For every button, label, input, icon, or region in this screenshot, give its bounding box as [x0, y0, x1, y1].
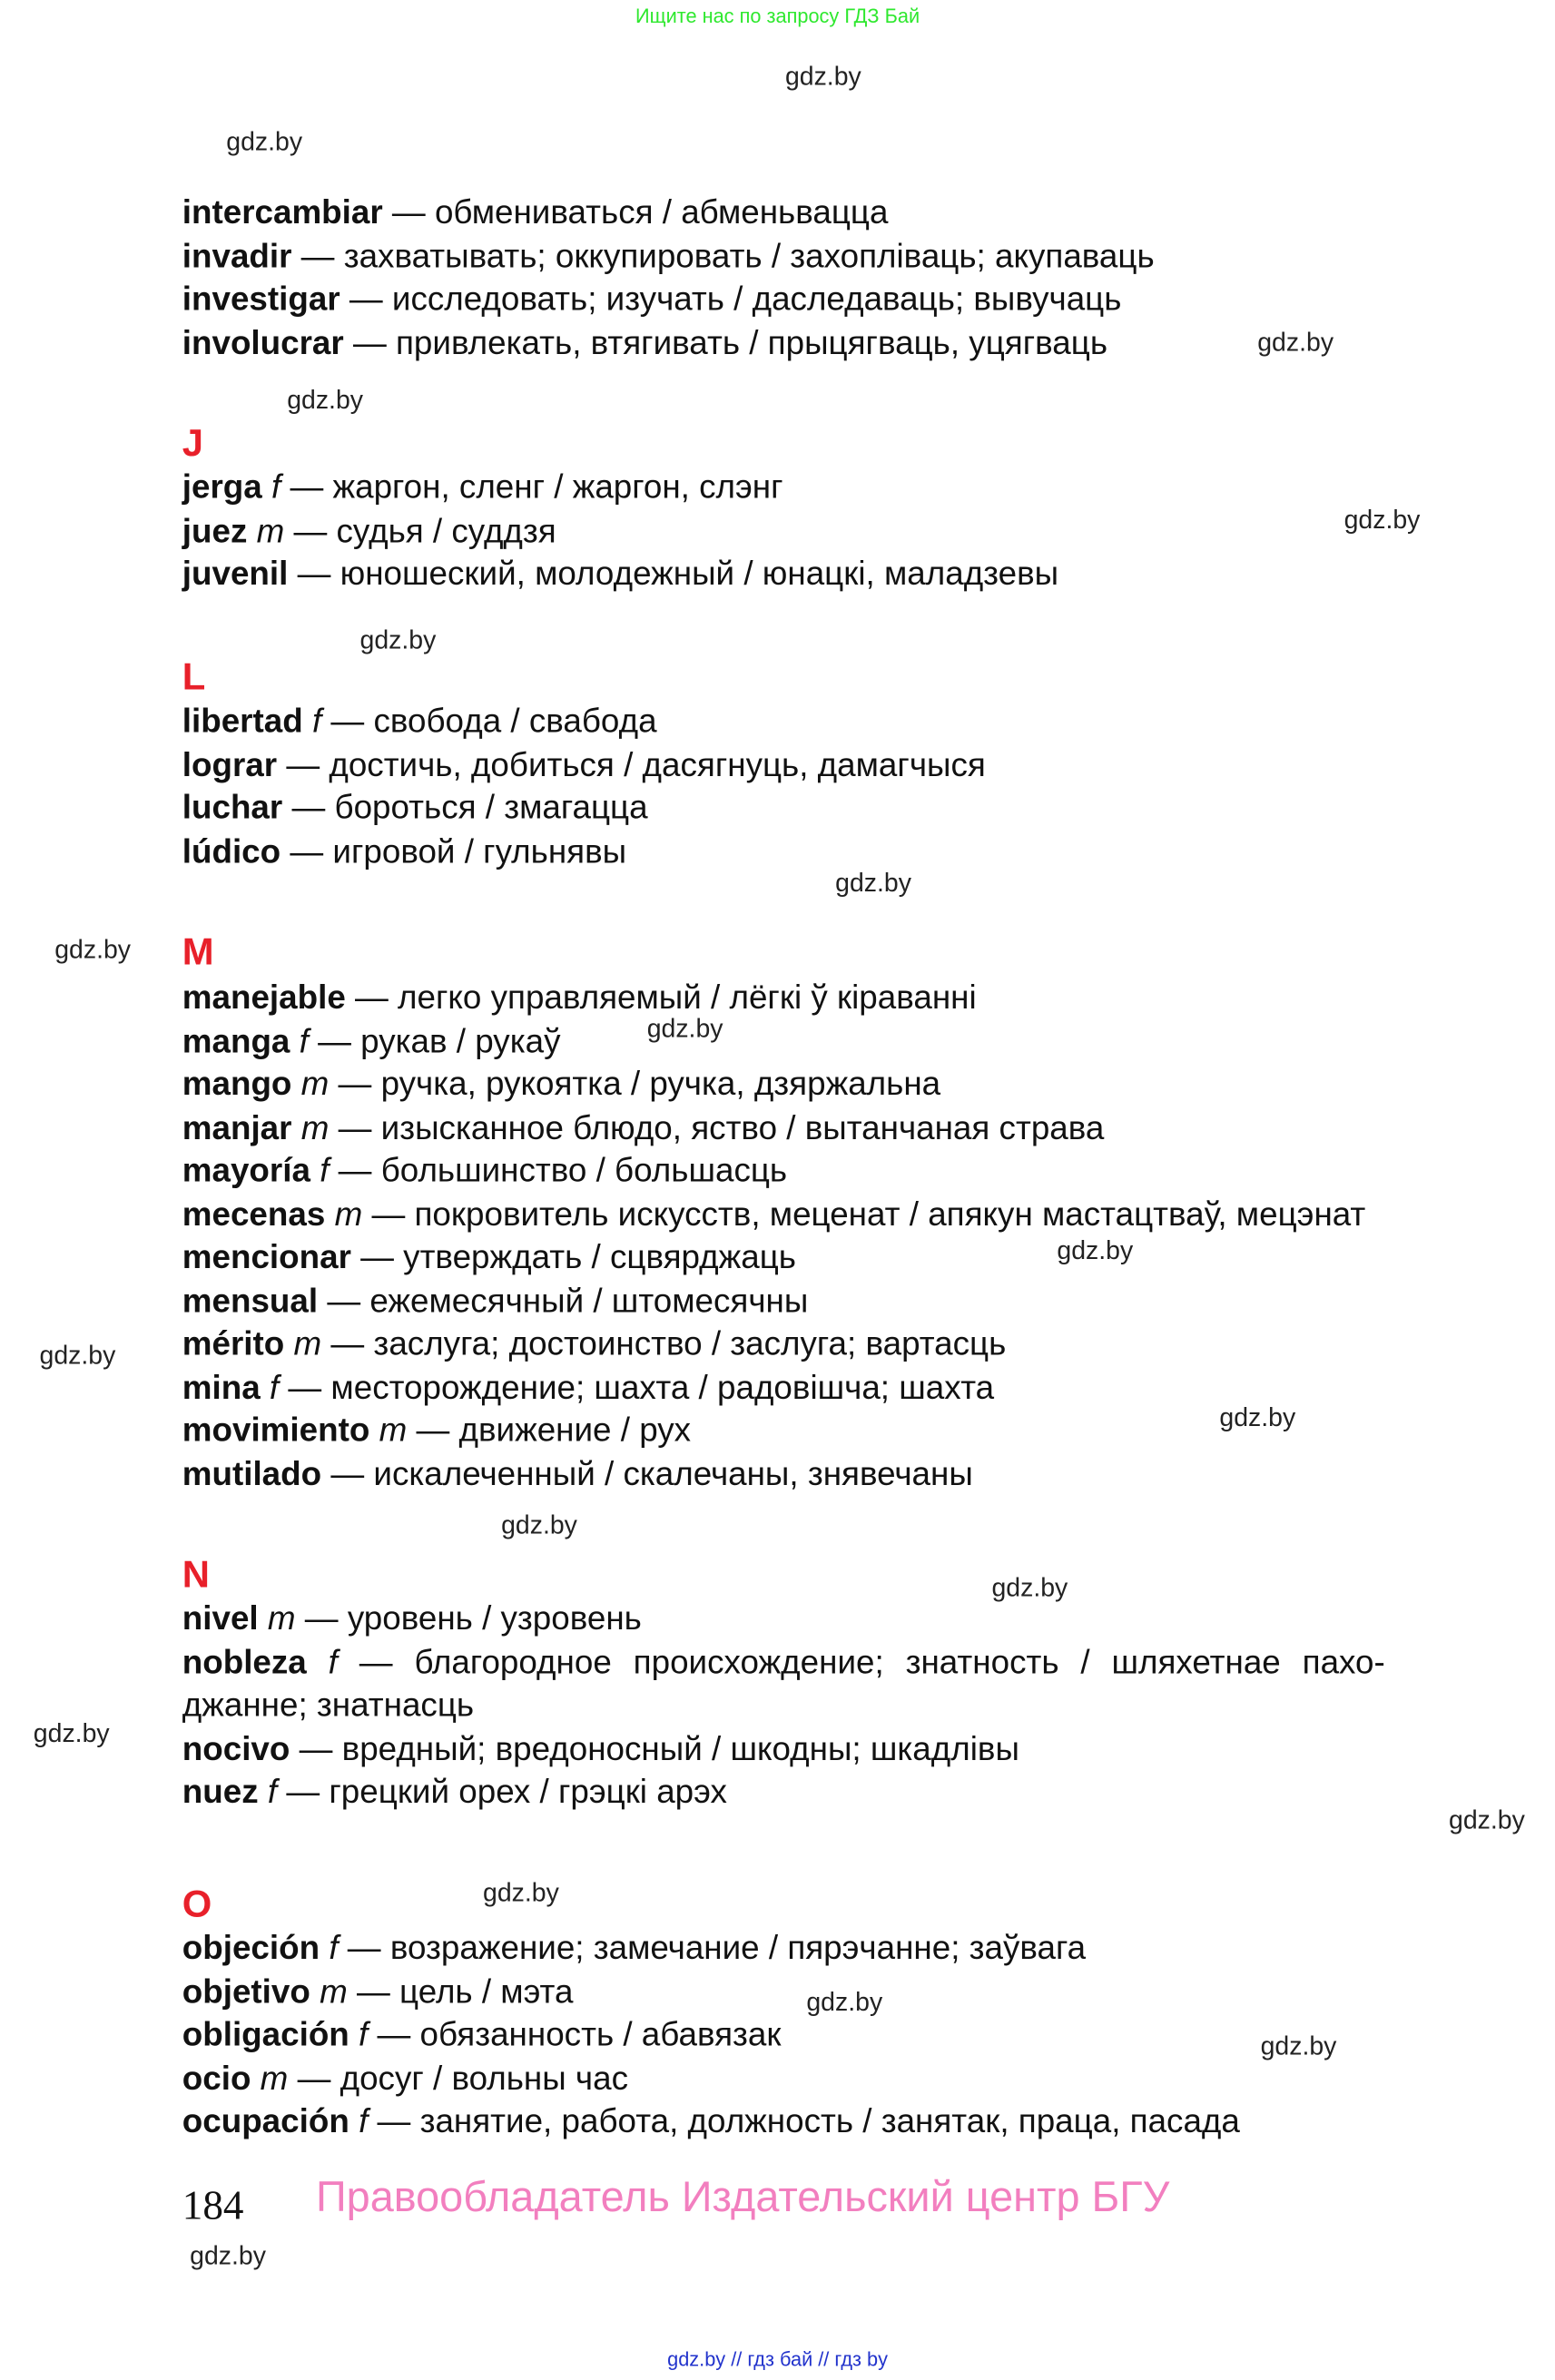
section-letter: N [182, 1553, 210, 1597]
translation: — занятие, работа, должность / занятак, праца, пасада [368, 2101, 1240, 2140]
headword: involucrar [182, 322, 344, 361]
watermark: gdz.by [1257, 328, 1334, 358]
translation: — цель / мэта [347, 1972, 574, 2011]
dictionary-entry [182, 323, 1107, 362]
gender-marker: m [260, 2058, 289, 2097]
dictionary-entry [182, 1107, 1105, 1146]
gender-marker: m [293, 1323, 322, 1362]
translation: — большинство / большасць [329, 1151, 788, 1189]
gender-marker: m [320, 1972, 348, 2011]
watermark: gdz.by [190, 2241, 266, 2271]
gender-marker: m [379, 1411, 408, 1450]
headword: mutilado [182, 1453, 322, 1492]
dictionary-entry [182, 831, 626, 870]
watermark: gdz.by [835, 868, 911, 898]
translation: — покровитель искусств, меценат / апякун мастацтваў, мецэнат [362, 1194, 1366, 1233]
dictionary-entry [182, 1972, 574, 2011]
headword: lograr [182, 744, 278, 783]
headword: mensual [182, 1281, 319, 1320]
gender-marker: f [267, 1772, 278, 1811]
watermark: gdz.by [359, 625, 437, 655]
watermark: gdz.by [33, 1718, 110, 1748]
dictionary-entry [182, 236, 1155, 275]
dictionary-entry [182, 1368, 994, 1407]
dictionary-entry [182, 1411, 691, 1450]
headword: ocupación [182, 2101, 349, 2140]
dictionary-entry [182, 978, 977, 1017]
watermark: gdz.by [39, 1341, 116, 1371]
watermark: gdz.by [991, 1573, 1068, 1603]
gender-marker: m [256, 510, 285, 549]
gender-marker: m [267, 1598, 296, 1637]
dictionary-entry [182, 1772, 727, 1811]
dictionary-entry [182, 192, 889, 231]
gender-marker: f [271, 467, 281, 506]
headword: invadir [182, 236, 292, 274]
headword: objeción [182, 1928, 320, 1967]
headword: lúdico [182, 831, 281, 870]
headword: investigar [182, 279, 340, 318]
headword: nuez [182, 1772, 259, 1811]
gender-marker: f [328, 1642, 338, 1681]
headword: manjar [182, 1107, 292, 1146]
headword: mango [182, 1064, 292, 1103]
watermark: gdz.by [1343, 506, 1421, 535]
page-number: 184 [182, 2182, 244, 2228]
watermark: gdz.by [1260, 2031, 1337, 2061]
headword: mencionar [182, 1237, 351, 1276]
translation: — захватывать; оккупировать / захопліваць; акупаваць [291, 236, 1155, 274]
translation: — месторождение; шахта / радовішча; шахта [279, 1367, 995, 1406]
headword: nobleza [182, 1642, 307, 1681]
translation: — досуг / вольны час [288, 2058, 628, 2097]
translation: — юношеский, молодежный / юнацкі, маладзевы [288, 554, 1059, 593]
watermark: gdz.by [1219, 1402, 1296, 1432]
headword: objetivo [182, 1972, 310, 2011]
translation: — вредный; вредоносный / шкодны; шкадлівы [290, 1728, 1019, 1767]
headword: nivel [182, 1598, 259, 1637]
gender-marker: f [320, 1151, 330, 1189]
dictionary-entry [182, 511, 556, 550]
gender-marker: f [359, 2015, 369, 2053]
headword: movimiento [182, 1411, 370, 1450]
entry-continuation: джанне; знатнасць [182, 1686, 475, 1724]
gender-marker: m [334, 1194, 363, 1233]
dictionary-entry [182, 1454, 973, 1493]
watermark: gdz.by [54, 935, 132, 965]
dictionary-entry [182, 1281, 809, 1320]
section-letter: L [182, 655, 206, 699]
translation: — жаргон, сленг / жаргон, слэнг [280, 467, 783, 506]
translation: — обмениваться / абменьвацца [382, 192, 889, 231]
translation: — искалеченный / скалечаны, знявечаны [321, 1453, 973, 1492]
section-letter: M [182, 930, 214, 974]
gender-marker: f [299, 1021, 309, 1059]
header-note: Ищите нас по запросу ГДЗ Бай [635, 5, 920, 28]
translation: — достичь, добиться / дасягнуць, дамагчыся [277, 744, 986, 783]
translation: — рукав / рукаў [308, 1021, 561, 1059]
gender-marker: f [329, 1928, 339, 1967]
headword: jerga [182, 467, 262, 506]
translation: — ручка, рукоятка / ручка, дзяржальна [329, 1064, 941, 1103]
translation: — изысканное блюдо, яство / вытанчаная страва [329, 1107, 1105, 1146]
watermark: gdz.by [483, 1878, 559, 1908]
dictionary-entry [182, 2015, 782, 2054]
headword: mina [182, 1367, 261, 1406]
bottom-links[interactable]: gdz.by // гдз бай // гдз by [667, 2347, 889, 2371]
watermark: gdz.by [1449, 1805, 1525, 1834]
dictionary-entry [182, 1195, 1366, 1234]
watermark: gdz.by [226, 127, 303, 157]
dictionary-entry [182, 1021, 561, 1060]
headword: intercambiar [182, 192, 383, 231]
watermark: gdz.by [1057, 1235, 1134, 1265]
translation: — свобода / свабода [321, 701, 657, 740]
headword: nocivo [182, 1728, 290, 1767]
dictionary-entry [182, 555, 1058, 594]
dictionary-entry [182, 467, 783, 506]
dictionary-entry [182, 2101, 1240, 2140]
dictionary-entry [182, 280, 1122, 319]
headword: mecenas [182, 1194, 326, 1233]
dictionary-entry [182, 745, 986, 784]
headword: juvenil [182, 554, 289, 593]
translation: — привлекать, втягивать / прыцягваць, уцягваць [343, 322, 1108, 361]
headword: mérito [182, 1323, 285, 1362]
watermark: gdz.by [784, 62, 861, 92]
translation: — уровень / узровень [295, 1598, 642, 1637]
translation: — грецкий орех / грэцкі арэх [277, 1772, 727, 1811]
translation: — ежемесячный / штомесячны [318, 1281, 809, 1320]
gender-marker: f [311, 701, 322, 740]
dictionary-entry [182, 2059, 628, 2098]
translation: — обязанность / абавязак [368, 2015, 782, 2053]
dictionary-entry [182, 1237, 796, 1276]
translation: — благородное происхождение; знатность / шляхетнае пахо- [337, 1642, 1385, 1681]
translation: — игровой / гульнявы [280, 831, 627, 870]
watermark: gdz.by [646, 1014, 723, 1044]
dictionary-entry [182, 788, 648, 827]
headword: libertad [182, 701, 303, 740]
headword: mayoría [182, 1151, 310, 1189]
translation: — утверждать / сцвярджаць [350, 1237, 796, 1276]
gender-marker: m [300, 1107, 330, 1146]
dictionary-entry [182, 1642, 1385, 1681]
headword: manejable [182, 978, 346, 1017]
translation: — исследовать; изучать / даследаваць; вывучаць [340, 279, 1122, 318]
dictionary-entry [182, 1729, 1019, 1768]
translation: — заслуга; достоинство / заслуга; вартасць [321, 1323, 1007, 1362]
watermark: gdz.by [287, 385, 364, 415]
translation: — судья / суддзя [284, 510, 556, 549]
copyright-notice: Правообладатель Издательский центр БГУ [315, 2173, 1170, 2220]
dictionary-entry [182, 1599, 642, 1638]
gender-marker: m [300, 1064, 330, 1103]
watermark: gdz.by [501, 1510, 577, 1540]
dictionary-entry [182, 1324, 1007, 1363]
dictionary-entry [182, 1151, 787, 1190]
translation: — бороться / змагацца [282, 788, 648, 827]
headword: juez [182, 510, 248, 549]
gender-marker: f [359, 2101, 369, 2140]
headword: obligación [182, 2015, 349, 2053]
gender-marker: f [269, 1367, 280, 1406]
translation: — возражение; замечание / пярэчанне; заўвага [338, 1928, 1087, 1967]
translation: — легко управляемый / лёгкі ў кіраванні [345, 978, 977, 1017]
translation: — движение / рух [407, 1411, 692, 1450]
dictionary-entry [182, 1929, 1086, 1968]
headword: ocio [182, 2058, 251, 2097]
watermark: gdz.by [806, 1987, 883, 2017]
dictionary-entry [182, 1065, 940, 1104]
dictionary-entry [182, 702, 657, 741]
headword: luchar [182, 788, 283, 827]
section-letter: O [182, 1883, 212, 1926]
section-letter: J [182, 422, 204, 465]
headword: manga [182, 1021, 290, 1059]
